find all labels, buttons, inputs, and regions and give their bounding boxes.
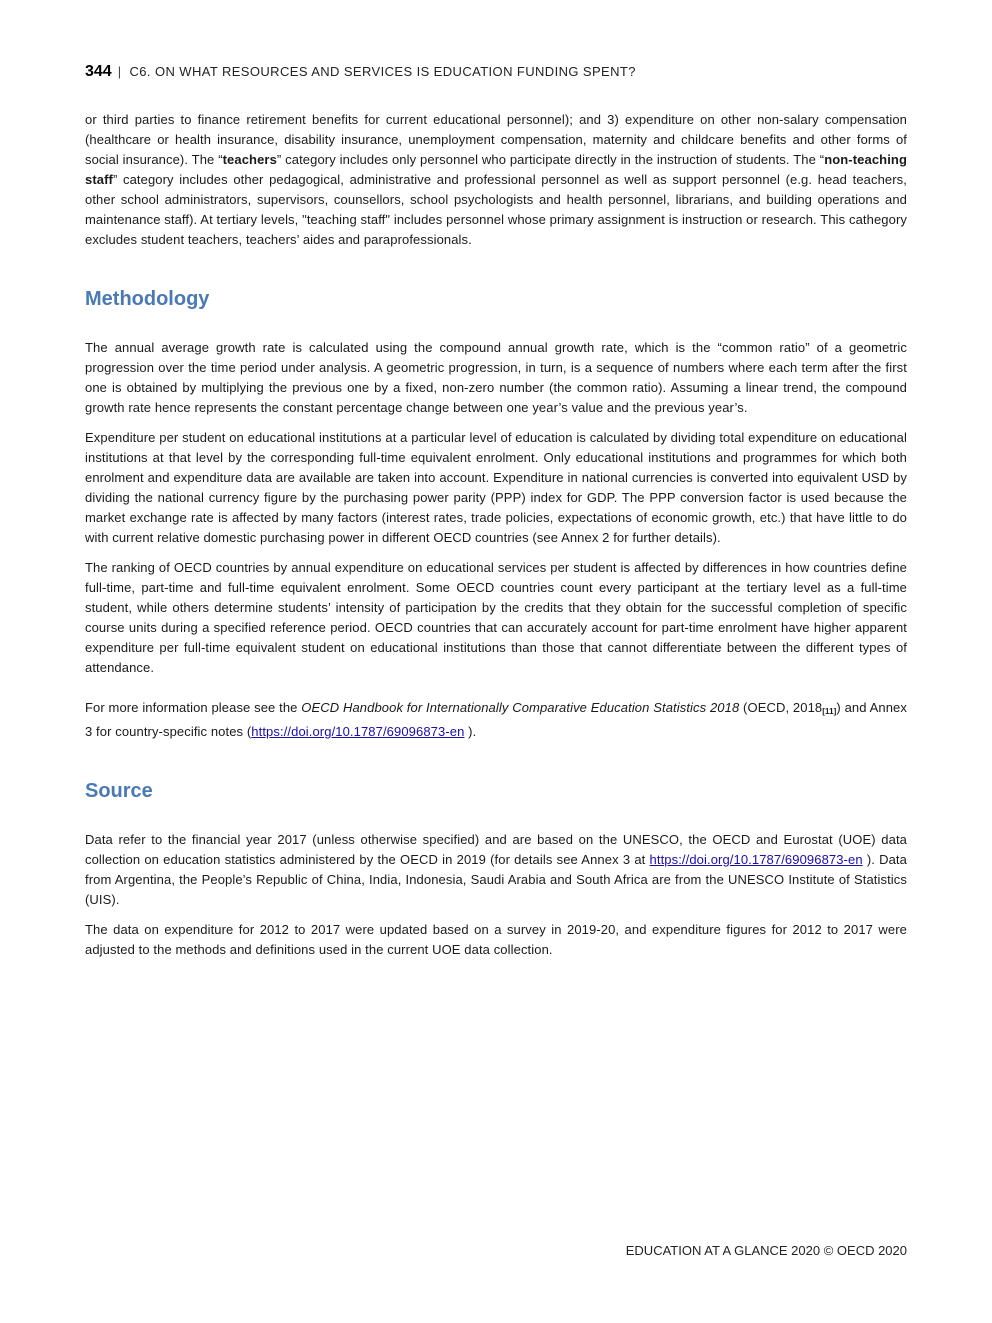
term-non-teaching-staff: non-teaching staff	[85, 152, 907, 187]
intro-text-3: ” category includes other pedagogical, administrative and professional personnel as well as support personnel (e.g. head teachers, other school administrators, supervisors, counsellors, school psychologists and health personnel, librarians, and building operations and maintenance staff). At tertiary levels, "teaching staff" includes personnel whose primary assignment is instruction or research. This cathegory excludes student teachers, teachers’ aides and paraprofessionals.	[85, 172, 907, 247]
term-teachers: teachers	[222, 152, 277, 167]
more-info-text-4: ).	[464, 724, 477, 739]
page-number: 344	[85, 63, 112, 80]
intro-text-2: ” category includes only personnel who participate directly in the instruction of students. The “	[276, 152, 825, 167]
source-text-2: ). Data from Argentina, the People’s Republic of China, India, Indonesia, Saudi Arabia and South Africa are from the UNESCO Institute of Statistics (UIS).	[85, 852, 907, 907]
page-footer: EDUCATION AT A GLANCE 2020 © OECD 2020	[625, 1243, 907, 1258]
source-heading: Source	[85, 780, 153, 802]
handbook-title: OECD Handbook for Internationally Comparative Education Statistics 2018	[301, 700, 740, 715]
chapter-title: C6. ON WHAT RESOURCES AND SERVICES IS EDUCATION FUNDING SPENT?	[129, 64, 636, 79]
source-text-1: Data refer to the financial year 2017 (unless otherwise specified) and are based on the UNESCO, the OECD and Eurostat (UOE) data collection on education statistics administered by the OECD in 2019 (for details see Annex 3 at	[85, 832, 907, 867]
more-info-text-3: ) and Annex 3 for country-specific notes (	[85, 700, 907, 739]
intro-paragraph	[85, 110, 907, 250]
more-info-text-1: For more information please see the	[85, 700, 302, 715]
source-paragraph-2: The data on expenditure for 2012 to 2017 were updated based on a survey in 2019-20, and expenditure figures for 2012 to 2017 were adjusted to the methods and definitions used in the current UOE data collection.	[85, 922, 907, 957]
reference-marker: [11]	[822, 707, 837, 716]
methodology-paragraph-3: The ranking of OECD countries by annual expenditure on educational services per student is affected by differences in how countries define full-time, part-time and full-time equivalent enrolment. Some OECD countries count every participant at the tertiary level as a full-time student, while others determine students’ intensity of participation by the credits that they obtain for the successful completion of specific course units during a specified reference period. OECD countries that can accurately account for part-time enrolment have higher apparent expenditure per full-time equivalent student on educational institutions than those that cannot differentiate between the different types of attendance.	[85, 560, 907, 675]
main-content	[85, 110, 907, 970]
methodology-heading: Methodology	[85, 288, 210, 310]
doi-link-source[interactable]: https://doi.org/10.1787/69096873-en	[649, 852, 863, 867]
source-paragraph-1	[85, 830, 907, 910]
methodology-paragraph-1: The annual average growth rate is calculated using the compound annual growth rate, which is the “common ratio” of a geometric progression over the time period under analysis. A geometric progression, in turn, is a sequence of numbers where each term after the first one is obtained by multiplying the previous one by a fixed, non-zero number (the common ratio). Assuming a linear trend, the compound growth rate hence represents the constant percentage change between one year’s value and the previous year’s.	[85, 340, 907, 415]
intro-text-1: or third parties to finance retirement benefits for current educational personnel); and 3) expenditure on other non-salary compensation (healthcare or health insurance, disability insurance, unemployment compensation, maternity and childcare benefits and other forms of social insurance). The “	[85, 112, 907, 167]
header-separator: |	[117, 64, 122, 79]
more-info-text-2: (OECD, 2018	[739, 700, 823, 715]
methodology-paragraph-2: Expenditure per student on educational institutions at a particular level of education is calculated by dividing total expenditure on educational institutions at that level by the corresponding full-time equivalent enrolment. Only educational institutions and programmes for which both enrolment and expenditure data are available are taken into account. Expenditure in national currencies is converted into equivalent USD by dividing the national currency figure by the purchasing power parity (PPP) index for GDP. The PPP conversion factor is used because the market exchange rate is affected by many factors (interest rates, trade policies, expectations of economic growth, etc.) that have little to do with current relative domestic purchasing power in different OECD countries (see Annex 2 for further details).	[85, 430, 907, 545]
more-info-paragraph	[85, 698, 907, 742]
page-header	[85, 63, 907, 81]
doi-link-annex3[interactable]: https://doi.org/10.1787/69096873-en	[251, 724, 465, 739]
